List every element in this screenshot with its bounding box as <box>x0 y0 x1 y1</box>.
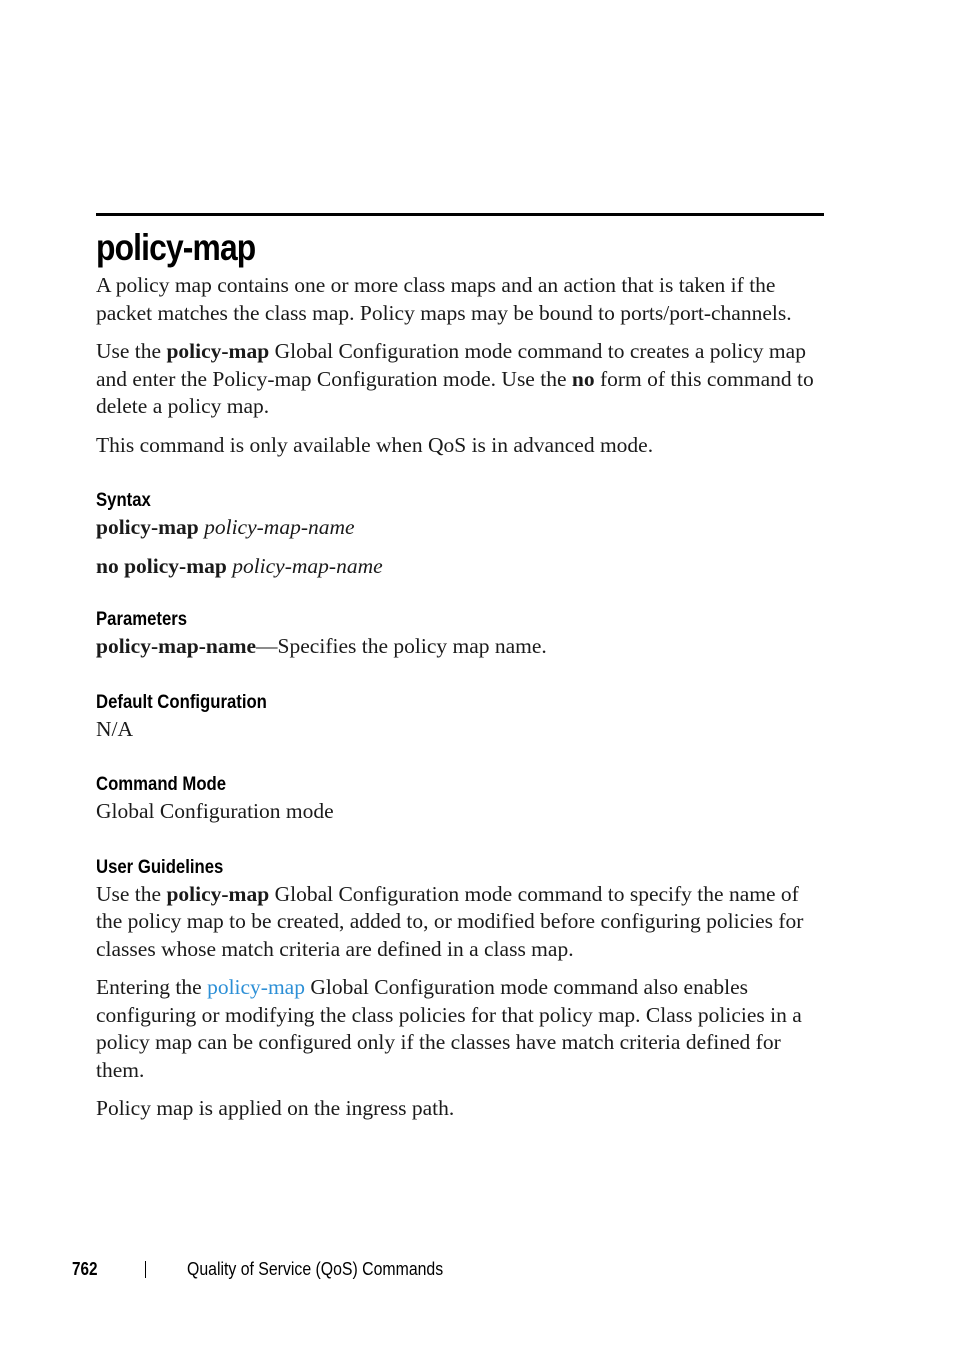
footer-divider <box>145 1261 146 1278</box>
parameter-entry <box>96 633 824 661</box>
policy-map-link[interactable]: policy-map <box>207 975 305 999</box>
guidelines-paragraph-3: Policy map is applied on the ingress path. <box>96 1096 455 1120</box>
page-content <box>96 226 824 1134</box>
parameter-name: policy-map-name <box>96 634 257 658</box>
guidelines-p1-text-1: Use the <box>96 881 167 906</box>
guidelines-p2-text-2: Global Configuration mode command also enables configuring or modifying the class policies for that policy map. Class policies in a policy map can be configured only if the classes have match criteria defined for them. <box>96 975 802 1082</box>
guidelines-paragraph-1 <box>96 881 824 964</box>
command-mode-value: Global Configuration mode <box>96 799 334 823</box>
syntax-2-argument: policy-map-name <box>232 553 383 578</box>
parameters-heading: Parameters <box>96 609 188 630</box>
guidelines-p1-text-2: Global Configuration mode command to specify the name of the policy map to be created, added to, or modified before configuring policies for classes whose match criteria are defined in a class map. <box>96 881 804 961</box>
guidelines-p2-text-1: Entering the <box>96 975 208 999</box>
intro-p2-text-2: Global Configuration mode command to creates a policy map and enter the Policy-map Configuration mode. Use the <box>96 339 806 391</box>
default-config-heading: Default Configuration <box>96 691 267 713</box>
guidelines-paragraph-2 <box>96 974 824 1084</box>
intro-p2-text-3: form of this command to delete a policy map. <box>96 366 814 418</box>
syntax-1-command: policy-map <box>96 515 199 539</box>
page-number: 762 <box>72 1259 98 1279</box>
parameter-description: —Specifies the policy map name. <box>256 634 547 658</box>
top-rule <box>96 213 824 216</box>
intro-p2-no-keyword: no <box>571 366 595 391</box>
page-title: policy-map <box>96 227 256 268</box>
page-footer <box>72 1256 672 1282</box>
syntax-line-2 <box>96 553 824 581</box>
intro-paragraph-1: A policy map contains one or more class maps and an action that is taken if the packet matches the class map. Policy maps may be bound to ports/port-channels. <box>96 273 792 325</box>
syntax-heading: Syntax <box>96 490 151 511</box>
syntax-line-1 <box>96 514 824 542</box>
user-guidelines-heading: User Guidelines <box>96 856 224 878</box>
intro-p2-text-1: Use the <box>96 339 167 363</box>
syntax-1-argument: policy-map-name <box>204 515 355 539</box>
intro-p2-command: policy-map <box>166 339 270 363</box>
footer-section-title: Quality of Service (QoS) Commands <box>187 1259 444 1279</box>
syntax-2-command: no policy-map <box>96 553 227 578</box>
intro-paragraph-2 <box>96 338 824 421</box>
guidelines-p1-command: policy-map <box>166 881 270 906</box>
intro-paragraph-3: This command is only available when QoS is in advanced mode. <box>96 432 654 457</box>
default-config-value: N/A <box>96 716 134 741</box>
command-mode-heading: Command Mode <box>96 774 227 795</box>
